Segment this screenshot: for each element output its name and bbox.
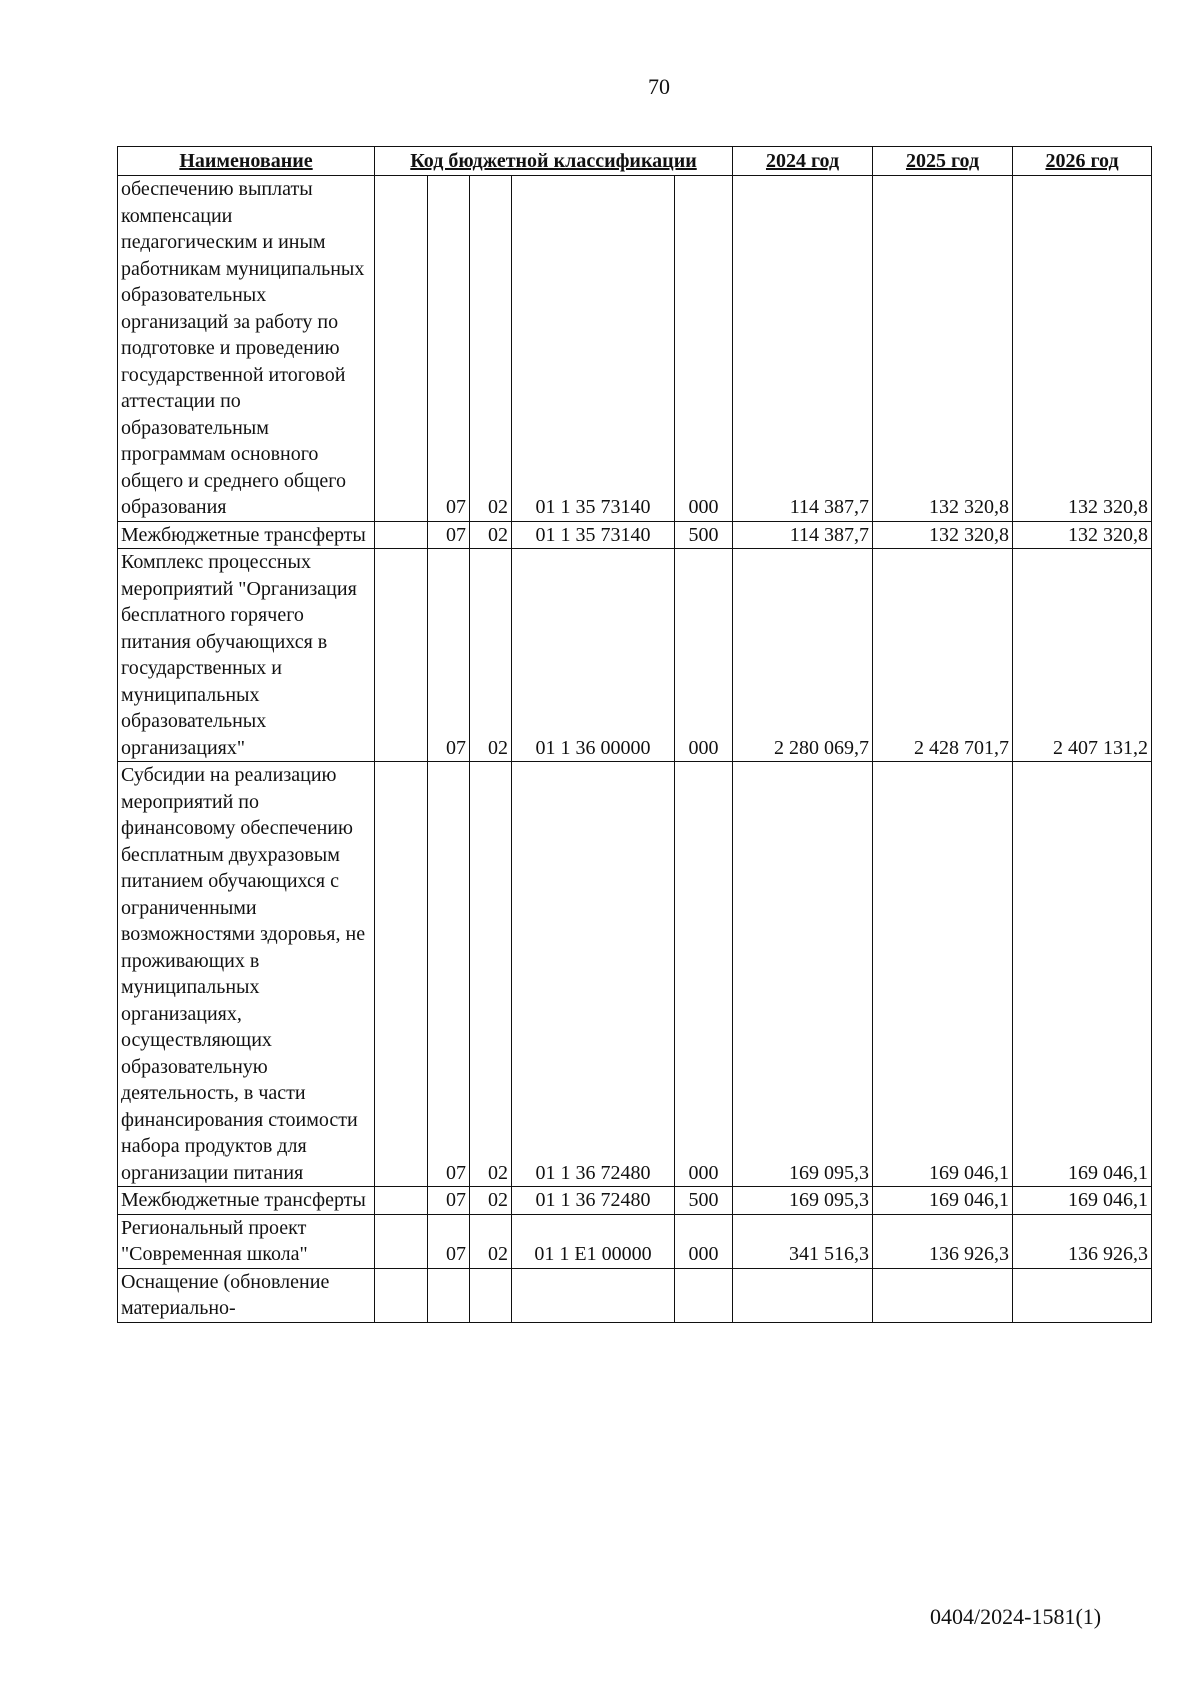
amount-2025: 169 046,1 (873, 1187, 1013, 1215)
code-part-1 (375, 1214, 428, 1268)
header-code: Код бюджетной классификации (375, 147, 733, 176)
code-expense-type: 000 (675, 1214, 733, 1268)
table-row (118, 1268, 1152, 1322)
amount-2024: 169 095,3 (733, 1187, 873, 1215)
amount-2025 (873, 1268, 1013, 1322)
code-subsection: 02 (470, 1214, 512, 1268)
row-name: Субсидии на реализацию мероприятий по финансовому обеспечению бесплатным двухразовым питанием обучающихся с ограниченными возможностями здоровья, не проживающих в муниципальных организациях, осуществляющих образовательную деятельность, в части финансирования стоимости набора продуктов для организации питания (118, 762, 375, 1187)
code-part-1 (375, 521, 428, 549)
header-row (118, 147, 1152, 176)
row-name: Региональный проект "Современная школа" (118, 1214, 375, 1268)
code-part-1 (375, 762, 428, 1187)
code-target-article (512, 1268, 675, 1322)
amount-2024 (733, 1268, 873, 1322)
code-part-1 (375, 1268, 428, 1322)
amount-2025: 132 320,8 (873, 176, 1013, 522)
code-target-article: 01 1 36 72480 (512, 1187, 675, 1215)
amount-2025: 136 926,3 (873, 1214, 1013, 1268)
row-name: Межбюджетные трансферты (118, 521, 375, 549)
amount-2026: 136 926,3 (1013, 1214, 1152, 1268)
code-subsection: 02 (470, 176, 512, 522)
table-row (118, 1214, 1152, 1268)
code-expense-type: 000 (675, 762, 733, 1187)
code-target-article: 01 1 36 72480 (512, 762, 675, 1187)
amount-2026: 132 320,8 (1013, 176, 1152, 522)
amount-2024: 2 280 069,7 (733, 549, 873, 762)
amount-2026: 2 407 131,2 (1013, 549, 1152, 762)
code-target-article: 01 1 35 73140 (512, 176, 675, 522)
amount-2024: 341 516,3 (733, 1214, 873, 1268)
code-subsection: 02 (470, 549, 512, 762)
code-target-article: 01 1 E1 00000 (512, 1214, 675, 1268)
row-name: Комплекс процессных мероприятий "Организация бесплатного горячего питания обучающихся в государственных и муниципальных образовательных организациях" (118, 549, 375, 762)
header-2025: 2025 год (873, 147, 1013, 176)
amount-2024: 169 095,3 (733, 762, 873, 1187)
amount-2026: 132 320,8 (1013, 521, 1152, 549)
code-subsection: 02 (470, 521, 512, 549)
amount-2024: 114 387,7 (733, 521, 873, 549)
code-expense-type: 000 (675, 549, 733, 762)
amount-2025: 169 046,1 (873, 762, 1013, 1187)
code-expense-type: 500 (675, 521, 733, 549)
code-section (428, 1268, 470, 1322)
code-section: 07 (428, 762, 470, 1187)
table-row (118, 1187, 1152, 1215)
code-part-1 (375, 1187, 428, 1215)
table-row (118, 762, 1152, 1187)
header-name: Наименование (118, 147, 375, 176)
code-expense-type: 000 (675, 176, 733, 522)
code-section: 07 (428, 1187, 470, 1215)
code-section: 07 (428, 549, 470, 762)
code-part-1 (375, 176, 428, 522)
budget-table (117, 146, 1152, 1323)
page-number: 70 (648, 74, 670, 99)
table-row (118, 521, 1152, 549)
header-2026: 2026 год (1013, 147, 1152, 176)
amount-2024: 114 387,7 (733, 176, 873, 522)
row-name: Межбюджетные трансферты (118, 1187, 375, 1215)
code-target-article: 01 1 36 00000 (512, 549, 675, 762)
row-name: обеспечению выплаты компенсации педагогическим и иным работникам муниципальных образовательных организаций за работу по подготовке и проведению государственной итоговой аттестации по образовательным программам основного общего и среднего общего образования (118, 176, 375, 522)
code-subsection (470, 1268, 512, 1322)
code-part-1 (375, 549, 428, 762)
amount-2025: 132 320,8 (873, 521, 1013, 549)
code-target-article: 01 1 35 73140 (512, 521, 675, 549)
header-2024: 2024 год (733, 147, 873, 176)
code-expense-type (675, 1268, 733, 1322)
code-subsection: 02 (470, 762, 512, 1187)
amount-2026: 169 046,1 (1013, 1187, 1152, 1215)
code-expense-type: 500 (675, 1187, 733, 1215)
table-row (118, 176, 1152, 522)
amount-2026 (1013, 1268, 1152, 1322)
code-subsection: 02 (470, 1187, 512, 1215)
document-id: 0404/2024-1581(1) (930, 1604, 1102, 1629)
amount-2026: 169 046,1 (1013, 762, 1152, 1187)
table-row (118, 549, 1152, 762)
code-section: 07 (428, 176, 470, 522)
code-section: 07 (428, 521, 470, 549)
row-name: Оснащение (обновление материально- (118, 1268, 375, 1322)
code-section: 07 (428, 1214, 470, 1268)
amount-2025: 2 428 701,7 (873, 549, 1013, 762)
